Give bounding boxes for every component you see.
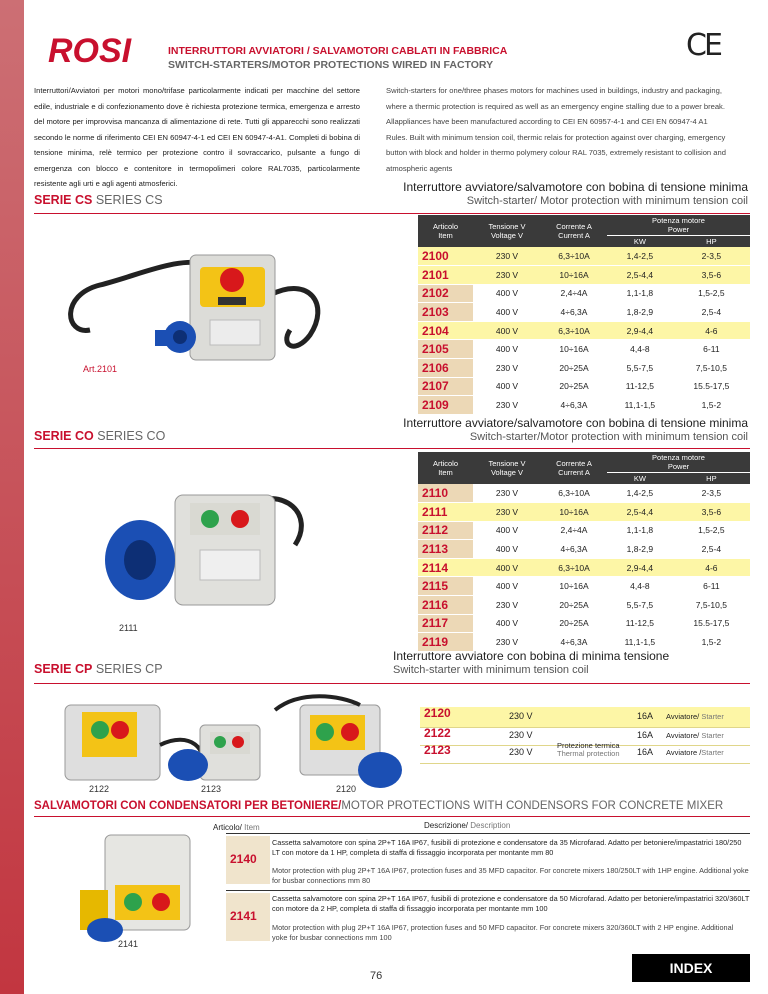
series-cp-caption-1: 2122: [89, 784, 110, 794]
col-kw-header: KW: [607, 472, 673, 484]
series-cp-caption-3: 2120: [336, 784, 357, 794]
table-row: 2113 400 V 4÷6,3A 1,8-2,9 2,5-4: [418, 540, 750, 559]
table-row: 2111 230 V 10÷16A 2,5-4,4 3,5-6: [418, 503, 750, 522]
table-row: 2107 400 V 20÷25A 11-12,5 15.5-17,5: [418, 377, 750, 396]
cp-code-2123: 2123: [424, 743, 451, 757]
col-power-header: Potenza motore Power: [607, 215, 750, 235]
table-row: 2116 230 V 20÷25A 5,5-7,5 7,5-10,5: [418, 596, 750, 615]
col-current-header: Corrente A Current A: [541, 215, 607, 247]
col-item-header: Articolo Item: [418, 452, 473, 484]
series-cp-caption-2: 2123: [201, 784, 222, 794]
table-row: 2112 400 V 2,4÷4A 1,1-1,8 1,5-2,5: [418, 521, 750, 540]
series-cs-label: SERIE CS SERIES CS: [34, 193, 163, 207]
col-hp-header: HP: [673, 235, 750, 247]
concrete-product-image: [75, 830, 205, 945]
table-row: 2105 400 V 10÷16A 4,4-8 6-11: [418, 340, 750, 359]
header-title-it: INTERRUTTORI AVVIATORI / SALVAMOTORI CABLATI IN FABBRICA: [168, 45, 508, 57]
table-row: 2101 230 V 10÷16A 2,5-4,4 3,5-6: [418, 266, 750, 285]
concrete-desc-it: Cassetta salvamotore con spina 2P+T 16A IP67, fusibili di protezione e condensatore da 35 Microfarad. Adatto per betoniere/impastatrici 180/250 LT con motore da 1 HP, completa di staffa di fissaggio incorporata per montante mm 80: [272, 838, 742, 857]
concrete-desc-it: Cassetta salvamotore con spina 2P+T 16A IP67, fusibili di protezione e condensatore da 50 Microfarad. Adatto per betoniere/impastatrici 320/360LT con motore da 2 HP, completa di staffa di fissaggio incorporata per montante mm 100: [272, 894, 750, 913]
series-cp-label: SERIE CP SERIES CP: [34, 662, 163, 676]
rosi-logo: [48, 33, 158, 67]
col-item-label: Articolo/ Item: [213, 823, 260, 832]
series-co-table: [418, 452, 750, 652]
logo-text: ROSI: [48, 33, 132, 67]
table-row: 2115 400 V 10÷16A 4,4-8 6-11: [418, 577, 750, 596]
header-title-en: SWITCH-STARTERS/MOTOR PROTECTIONS WIRED IN FACTORY: [168, 59, 494, 71]
concrete-code-2140: 2140: [230, 852, 257, 866]
col-description-label: Descrizione/ Description: [424, 821, 511, 830]
table-row: 2110 230 V 6,3÷10A 1,4-2,5 2-3,5: [418, 484, 750, 503]
series-cp-subtitle-it: Interruttore avviatore con bobina di minima tensione: [393, 649, 670, 663]
series-co-divider: [34, 448, 750, 449]
series-co-subtitle-it: Interruttore avviatore/salvamotore con bobina di tensione minima: [403, 416, 748, 430]
series-cp-product-image: [60, 690, 415, 790]
concrete-image-caption: 2141: [118, 939, 139, 949]
intro-text-it: Interruttori/Avviatori per motori mono/trifase particolarmente indicati per macchine del settore edile, industriale e di confezionamento dove è richiesta protezione termica, emergenza e arresto del motore per improvvisa mancanza di alimentazione di rete. Tutti gli apparecchi sono realizzati secondo le norme di riferimento CEI EN 60947-4-1 ed CEI EN 60947-4-A1. Completi di bobina di tensione minima, relè termico per protezione contro il sovraccarico, pulsante a fungo di emergenza con blocco e contenitore in termopolimeri colore RAL7035, particolarmente resistente agli urti e agli agenti atmosferici.: [34, 86, 360, 188]
series-cs-subtitle-it: Interruttore avviatore/salvamotore con bobina di tensione minima: [403, 180, 748, 194]
col-kw-header: KW: [607, 235, 673, 247]
series-co-subtitle-en: Switch-starter/Motor protection with minimum tension coil: [469, 431, 748, 443]
cp-type: Avviatore /Starter: [666, 748, 724, 757]
cp-type: Avviatore/ Starter: [666, 712, 724, 721]
table-row: 2103 400 V 4÷6,3A 1,8-2,9 2,5-4: [418, 303, 750, 322]
table-row: 2102 400 V 2,4÷4A 1,1-1,8 1,5-2,5: [418, 284, 750, 303]
ce-mark-icon: CE: [686, 28, 720, 63]
cp-voltage: 230 V: [509, 730, 533, 740]
col-power-header: Potenza motore Power: [607, 452, 750, 472]
col-voltage-header: Tensione V Voltage V: [473, 452, 541, 484]
concrete-desc-en: Motor protection with plug 2P+T 16A IP67, protection fuses and 35 MFD capacitor. For concrete mixers 180/250LT with 1HP engine. Additional yoke for busbar connections mm 80: [272, 866, 749, 885]
series-cs-divider: [34, 213, 750, 214]
intro-text-en: Switch-starters for one/three phases motors for machines used in buildings, industry and packaging, where a thermic protection is required as well as an emergency engine stalling due to a power break. Allappliances have been manufactured according to CEI EN 60957-4-1 and CEI EN 60947-4 A1 Rules. Built with minimum tension coil, thermic relais for protection against over charging, emergency button with block and holder in thermo polymery colour RAL 7035, extremely resistant to collision and atmospheric agents: [386, 86, 726, 173]
concrete-section-title: SALVAMOTORI CON CONDENSATORI PER BETONIERE/MOTOR PROTECTIONS WITH CONDENSORS FOR CONCRETE MIXER: [34, 800, 724, 812]
left-edge-bar: [0, 0, 24, 994]
series-co-label: SERIE CO SERIES CO: [34, 429, 166, 443]
col-item-header: Articolo Item: [418, 215, 473, 247]
row-divider: [420, 727, 750, 728]
cp-code-2120: 2120: [424, 706, 451, 720]
col-hp-header: HP: [673, 472, 750, 484]
concrete-desc-en: Motor protection with plug 2P+T 16A IP67, protection fuses and 50 MFD capacitor. For concrete mixers 320/360LT with 2 HP engine. Additional yoke for busbar connections mm 100: [272, 923, 734, 942]
table-row: 2109 230 V 4÷6,3A 11,1-1,5 1,5-2: [418, 396, 750, 415]
cp-current: 16A: [637, 711, 654, 721]
table-row: 2104 400 V 6,3÷10A 2,9-4,4 4-6: [418, 321, 750, 340]
cp-type: Avviatore/ Starter: [666, 731, 724, 740]
series-co-image-caption: 2111: [119, 623, 138, 633]
cp-current: 16A: [637, 730, 654, 740]
page-number: 76: [370, 970, 383, 982]
index-button[interactable]: INDEX: [632, 954, 750, 982]
series-cs-product-image: [60, 235, 340, 370]
table-row: 2119 230 V 4÷6,3A 11,1-1,5 1,5-2: [418, 633, 750, 652]
series-cs-table: [418, 215, 750, 415]
series-cs-subtitle-en: Switch-starter/ Motor protection with minimum tension coil: [466, 195, 748, 207]
cp-code-2122: 2122: [424, 726, 451, 740]
table-row: 2114 400 V 6,3÷10A 2,9-4,4 4-6: [418, 558, 750, 577]
table-row: 2117 400 V 20÷25A 11-12,5 15.5-17,5: [418, 614, 750, 633]
cp-note: Protezione termica Thermal protection: [557, 741, 620, 758]
cp-voltage: 230 V: [509, 747, 533, 757]
concrete-header-rule: [226, 833, 750, 834]
series-co-product-image: [95, 485, 325, 615]
table-row: 2106 230 V 20÷25A 5,5-7,5 7,5-10,5: [418, 359, 750, 378]
series-cp-divider: [34, 683, 750, 684]
table-row: 2100 230 V 6,3÷10A 1,4-2,5 2-3,5: [418, 247, 750, 266]
concrete-divider: [34, 816, 750, 817]
row-divider: [420, 763, 750, 764]
cp-voltage: 230 V: [509, 711, 533, 721]
series-cs-image-caption: Art.2101: [83, 364, 118, 374]
series-cp-subtitle-en: Switch-starter with minimum tension coil: [393, 664, 589, 676]
col-current-header: Corrente A Current A: [541, 452, 607, 484]
row-divider: [226, 890, 750, 891]
concrete-code-2141: 2141: [230, 909, 257, 923]
col-voltage-header: Tensione V Voltage V: [473, 215, 541, 247]
cp-current: 16A: [637, 747, 654, 757]
